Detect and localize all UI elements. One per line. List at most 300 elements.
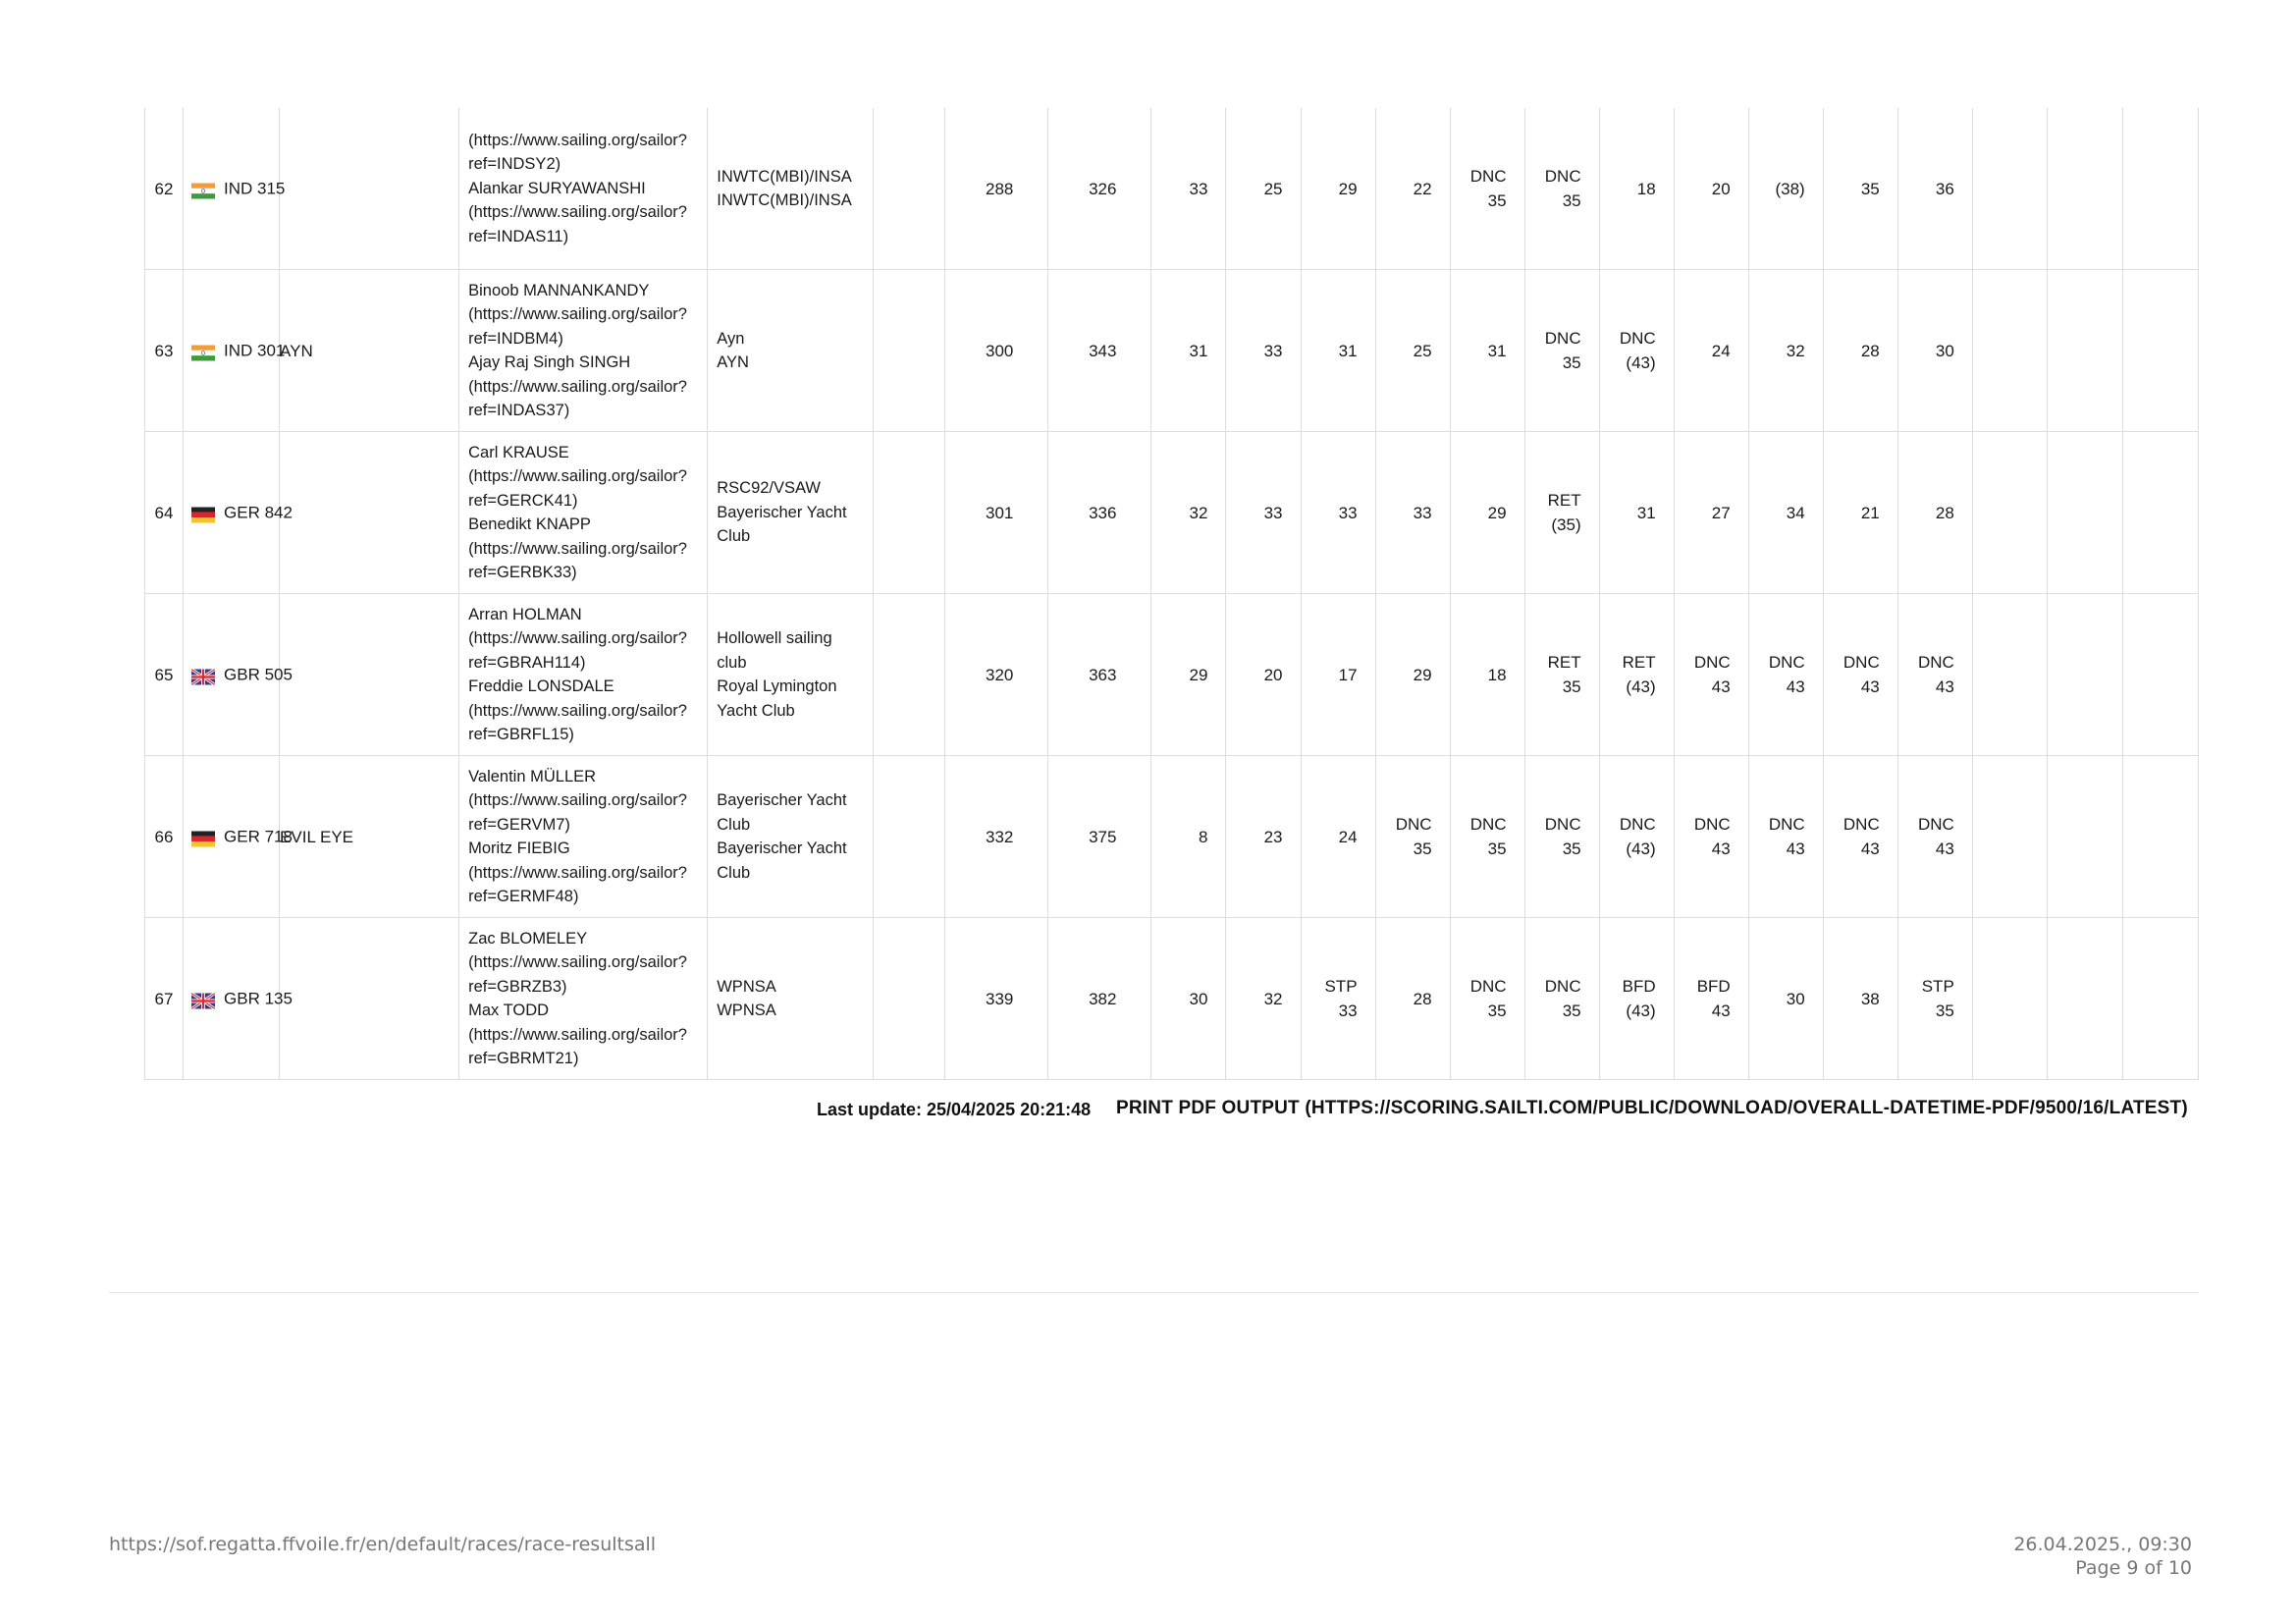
race-score-line: BFD <box>1696 977 1731 996</box>
crew-line: ref=INDAS11) <box>468 227 569 245</box>
race-score-line: 18 <box>1636 179 1656 198</box>
race-score-cell <box>1226 594 1301 756</box>
race-score-line: 35 <box>1487 839 1507 858</box>
race-score-line: DNC <box>1768 653 1805 672</box>
race-score-cell <box>2047 594 2122 756</box>
crew-line: (https://www.sailing.org/sailor? <box>468 953 687 971</box>
race-score-line: DNC <box>1469 167 1507 186</box>
race-score-line: 43 <box>1786 677 1805 696</box>
club-line: Yacht Club <box>717 701 795 720</box>
crew-line: Benedikt KNAPP <box>468 515 591 533</box>
race-score-line: 24 <box>1711 341 1731 360</box>
race-score-line: DNC <box>1917 653 1954 672</box>
crew-cell <box>459 594 708 756</box>
race-score-cell <box>2122 108 2198 270</box>
sail-number: GER 718 <box>224 827 293 846</box>
race-score-line: DNC <box>1842 653 1880 672</box>
race-score-line: 35 <box>1562 191 1581 210</box>
race-score-line: STP <box>1921 977 1954 996</box>
race-score-line: DNC <box>1693 653 1731 672</box>
race-score-line: DNC <box>1693 815 1731 834</box>
club-line: Hollowell sailing <box>717 629 832 647</box>
crew-line: (https://www.sailing.org/sailor? <box>468 863 687 882</box>
uk-flag-icon <box>191 667 215 682</box>
club-line: INWTC(MBI)/INSA <box>717 167 852 186</box>
rank-cell: 65 <box>145 594 184 756</box>
sail-number-cell <box>184 756 293 918</box>
club-line: club <box>717 653 747 672</box>
crew-line: ref=GERVM7) <box>468 815 570 834</box>
race-score-line: 35 <box>1487 191 1507 210</box>
race-score-line: (38) <box>1775 179 1805 198</box>
club-line: RSC92/VSAW <box>717 479 821 498</box>
print-datetime: 26.04.2025., 09:30 <box>2013 1534 2192 1555</box>
crew-line: ref=GBRFL15) <box>468 726 574 743</box>
club-cell <box>708 594 874 756</box>
race-score-line: 25 <box>1263 179 1283 198</box>
sail-number-cell <box>184 270 286 432</box>
race-score-line: 21 <box>1860 503 1880 522</box>
sail-number-cell <box>184 108 286 270</box>
crew-line: Freddie LONSDALE <box>468 677 614 695</box>
race-score-line: 35 <box>1860 179 1880 198</box>
race-score-line: 29 <box>1338 179 1358 198</box>
race-score-cell <box>1301 432 1375 594</box>
sail-number-group <box>191 339 285 363</box>
rank-cell: 67 <box>145 918 184 1080</box>
crew-line: ref=GBRAH114) <box>468 653 586 672</box>
empty-cell <box>874 594 945 756</box>
race-score-cell <box>2122 594 2198 756</box>
race-score-cell <box>1674 108 1748 270</box>
boat-name-cell <box>280 432 459 594</box>
club-line: AYN <box>717 353 749 371</box>
race-score-cell <box>2122 432 2198 594</box>
crew-line: Arran HOLMAN <box>468 605 582 623</box>
race-score-line: 43 <box>1860 677 1880 696</box>
crew-line: Binoob MANNANKANDY <box>468 281 650 299</box>
race-score-cell <box>1375 270 1450 432</box>
race-score-cell <box>1897 594 1972 756</box>
total-points-cell: 363 <box>1048 594 1151 756</box>
race-score-cell <box>1897 270 1972 432</box>
race-score-line: 43 <box>1935 839 1954 858</box>
race-score-line: 33 <box>1263 503 1283 522</box>
race-score-cell <box>2047 108 2122 270</box>
race-score-cell <box>2122 918 2198 1080</box>
race-score-cell <box>1301 918 1375 1080</box>
crew-line: (https://www.sailing.org/sailor? <box>468 131 687 149</box>
race-score-cell <box>1226 756 1301 918</box>
race-score-line: 29 <box>1487 503 1507 522</box>
race-score-cell <box>1151 108 1226 270</box>
race-score-cell <box>1823 594 1897 756</box>
race-score-cell <box>1450 108 1524 270</box>
rank-cell: 62 <box>145 108 184 270</box>
crew-line: Max TODD <box>468 1001 550 1019</box>
club-line: Ayn <box>717 329 745 348</box>
crew-line: (https://www.sailing.org/sailor? <box>468 203 687 222</box>
race-score-cell <box>1972 108 2047 270</box>
race-score-line: 32 <box>1786 341 1805 360</box>
table-row <box>145 270 2199 432</box>
sail-number: GER 842 <box>224 503 293 522</box>
page-url: https://sof.regatta.ffvoile.fr/en/default/races/race-resultsall <box>109 1534 657 1555</box>
race-score-cell <box>1599 108 1674 270</box>
race-score-cell <box>1375 108 1450 270</box>
crew-line: (https://www.sailing.org/sailor? <box>468 305 687 323</box>
race-score-line: BFD <box>1622 977 1656 996</box>
boat-name-cell: EVIL EYE <box>280 756 459 918</box>
race-score-cell <box>1674 918 1748 1080</box>
race-score-line: DNC <box>1469 977 1507 996</box>
crew-cell <box>459 756 708 918</box>
crew-line: Moritz FIEBIG <box>468 839 570 857</box>
total-points-cell: 382 <box>1048 918 1151 1080</box>
race-score-line: 28 <box>1860 341 1880 360</box>
race-score-cell <box>1599 594 1674 756</box>
empty-cell <box>874 432 945 594</box>
india-flag-icon <box>191 343 215 358</box>
crew-cell <box>459 918 708 1080</box>
race-score-line: 35 <box>1935 1001 1954 1020</box>
race-score-cell <box>2047 918 2122 1080</box>
race-score-cell <box>1748 756 1823 918</box>
net-points-cell: 332 <box>945 756 1048 918</box>
race-score-cell <box>1301 270 1375 432</box>
sail-number-group <box>191 663 293 687</box>
race-score-cell <box>1301 756 1375 918</box>
club-line: Bayerischer Yacht <box>717 503 847 521</box>
crew-line: Ajay Raj Singh SINGH <box>468 353 631 371</box>
crew-line: ref=GERBK33) <box>468 564 577 581</box>
race-score-line: 35 <box>1562 839 1581 858</box>
net-points-cell: 300 <box>945 270 1048 432</box>
race-score-line: DNC <box>1469 815 1507 834</box>
net-points-cell: 288 <box>945 108 1048 270</box>
race-score-line: 27 <box>1711 503 1731 522</box>
race-score-cell <box>1524 918 1599 1080</box>
race-score-line: 23 <box>1263 827 1283 846</box>
race-score-line: STP <box>1324 977 1358 996</box>
race-score-line: 30 <box>1189 989 1208 1008</box>
race-score-cell <box>1748 594 1823 756</box>
race-score-line: 28 <box>1935 503 1954 522</box>
table-row <box>145 918 2199 1080</box>
race-score-line: 34 <box>1786 503 1805 522</box>
race-score-line: 30 <box>1935 341 1954 360</box>
boat-name-cell: AYN <box>280 270 459 432</box>
race-score-line: DNC <box>1544 329 1581 348</box>
race-score-cell <box>1972 756 2047 918</box>
race-score-cell <box>1375 756 1450 918</box>
sail-number: IND 315 <box>224 179 286 198</box>
race-score-line: 25 <box>1413 341 1432 360</box>
race-score-line: 32 <box>1189 503 1208 522</box>
race-score-line: 38 <box>1860 989 1880 1008</box>
race-score-line: 36 <box>1935 179 1954 198</box>
race-score-line: 24 <box>1338 827 1358 846</box>
race-score-line: 43 <box>1711 839 1731 858</box>
race-score-line: 33 <box>1338 1001 1358 1020</box>
race-score-cell <box>1823 108 1897 270</box>
race-score-cell <box>2122 756 2198 918</box>
race-score-line: 31 <box>1189 341 1208 360</box>
club-cell <box>708 432 874 594</box>
race-score-cell <box>2047 756 2122 918</box>
race-score-line: 35 <box>1413 839 1432 858</box>
sail-number-cell <box>184 918 293 1080</box>
race-score-line: 33 <box>1338 503 1358 522</box>
race-score-cell <box>1599 432 1674 594</box>
club-line: Bayerischer Yacht <box>717 791 847 809</box>
crew-line: Carl KRAUSE <box>468 443 569 461</box>
page-number: Page 9 of 10 <box>2075 1557 2192 1579</box>
club-line: INWTC(MBI)/INSA <box>717 191 852 209</box>
race-score-cell <box>1972 918 2047 1080</box>
club-line: Club <box>717 527 751 546</box>
empty-cell <box>874 108 945 270</box>
race-score-cell <box>1674 756 1748 918</box>
crew-line: ref=INDAS37) <box>468 402 570 419</box>
club-line: Club <box>717 863 751 882</box>
crew-line: ref=GERMF48) <box>468 888 579 905</box>
crew-line: ref=GBRZB3) <box>468 977 567 996</box>
race-score-cell <box>1151 918 1226 1080</box>
race-score-cell <box>1524 594 1599 756</box>
crew-line: Zac BLOMELEY <box>468 929 588 947</box>
race-score-cell <box>1226 918 1301 1080</box>
club-cell <box>708 270 874 432</box>
race-score-line: 17 <box>1338 665 1358 684</box>
crew-line: Valentin MÜLLER <box>468 767 597 785</box>
rank-cell: 66 <box>145 756 184 918</box>
total-points-cell: 336 <box>1048 432 1151 594</box>
table-row <box>145 594 2199 756</box>
race-score-cell <box>1450 432 1524 594</box>
sail-number: IND 301 <box>224 341 286 360</box>
race-score-line: (43) <box>1626 1001 1656 1020</box>
race-score-line: 29 <box>1189 665 1208 684</box>
crew-line: (https://www.sailing.org/sailor? <box>468 467 687 485</box>
crew-line: (https://www.sailing.org/sailor? <box>468 629 687 647</box>
crew-line: Alankar SURYAWANSHI <box>468 179 646 197</box>
germany-flag-icon <box>191 829 215 844</box>
race-score-line: DNC <box>1544 167 1581 186</box>
race-score-line: (43) <box>1626 353 1656 372</box>
race-score-cell <box>1524 108 1599 270</box>
empty-cell <box>874 270 945 432</box>
race-score-cell <box>1823 756 1897 918</box>
race-score-line: (35) <box>1551 515 1581 534</box>
race-score-cell <box>1450 270 1524 432</box>
race-score-line: DNC <box>1395 815 1432 834</box>
race-score-line: 35 <box>1562 353 1581 372</box>
crew-cell <box>459 432 708 594</box>
race-score-cell <box>1151 594 1226 756</box>
rank-cell: 63 <box>145 270 184 432</box>
race-score-cell <box>1599 270 1674 432</box>
last-update-text: Last update: 25/04/2025 20:21:48 <box>817 1100 1092 1119</box>
race-score-cell <box>1226 432 1301 594</box>
sail-number-group <box>191 987 293 1011</box>
race-score-line: 28 <box>1413 989 1432 1008</box>
sail-number-group <box>191 501 293 525</box>
crew-line: (https://www.sailing.org/sailor? <box>468 791 687 809</box>
sail-number-group <box>191 825 293 849</box>
sail-number: GBR 135 <box>224 989 293 1008</box>
race-score-cell <box>1450 918 1524 1080</box>
race-score-cell <box>1524 270 1599 432</box>
club-line: WPNSA <box>717 977 776 996</box>
crew-line: ref=INDSY2) <box>468 155 561 174</box>
germany-flag-icon <box>191 505 215 520</box>
race-score-cell <box>1375 594 1450 756</box>
race-score-line: RET <box>1547 491 1581 510</box>
race-score-line: DNC <box>1544 977 1581 996</box>
race-score-cell <box>1897 432 1972 594</box>
race-score-cell <box>2047 432 2122 594</box>
race-score-cell <box>1674 270 1748 432</box>
crew-line: ref=GBRMT21) <box>468 1050 579 1067</box>
race-score-line: 35 <box>1562 1001 1581 1020</box>
race-score-cell <box>1151 432 1226 594</box>
race-score-line: 43 <box>1860 839 1880 858</box>
table-row <box>145 108 2199 270</box>
total-points-cell: 375 <box>1048 756 1151 918</box>
table-row <box>145 432 2199 594</box>
race-score-cell <box>1524 756 1599 918</box>
empty-cell <box>874 756 945 918</box>
race-score-cell <box>1151 756 1226 918</box>
race-score-cell <box>1450 756 1524 918</box>
crew-line: ref=INDBM4) <box>468 329 563 348</box>
boat-name-cell <box>280 594 459 756</box>
race-score-line: 43 <box>1711 1001 1731 1020</box>
race-score-cell <box>2047 270 2122 432</box>
race-score-line: (43) <box>1626 839 1656 858</box>
club-line: Bayerischer Yacht <box>717 839 847 857</box>
club-line: WPNSA <box>717 1001 776 1019</box>
net-points-cell: 301 <box>945 432 1048 594</box>
race-score-line: DNC <box>1544 815 1581 834</box>
race-score-cell <box>1748 108 1823 270</box>
crew-line: (https://www.sailing.org/sailor? <box>468 701 687 720</box>
race-score-cell <box>1151 270 1226 432</box>
race-score-cell <box>1823 918 1897 1080</box>
club-cell <box>708 918 874 1080</box>
race-score-line: 35 <box>1487 1001 1507 1020</box>
race-score-cell <box>1972 594 2047 756</box>
empty-cell <box>874 918 945 1080</box>
race-score-line: 35 <box>1562 677 1581 696</box>
results-table <box>144 108 2199 1080</box>
race-score-line: DNC <box>1619 815 1656 834</box>
race-score-cell <box>1897 918 1972 1080</box>
race-score-line: 29 <box>1413 665 1432 684</box>
club-line: Royal Lymington <box>717 677 837 695</box>
race-score-line: 43 <box>1935 677 1954 696</box>
race-score-cell <box>2122 270 2198 432</box>
race-score-cell <box>1823 432 1897 594</box>
race-score-cell <box>1972 432 2047 594</box>
crew-line: (https://www.sailing.org/sailor? <box>468 1025 687 1044</box>
race-score-line: 20 <box>1263 665 1283 684</box>
page-divider <box>109 1292 2199 1293</box>
rank-cell: 64 <box>145 432 184 594</box>
net-points-cell: 320 <box>945 594 1048 756</box>
race-score-cell <box>1226 108 1301 270</box>
race-score-cell <box>1748 918 1823 1080</box>
race-score-line: RET <box>1547 653 1581 672</box>
race-score-cell <box>1599 918 1674 1080</box>
india-flag-icon <box>191 181 215 196</box>
crew-cell <box>459 270 708 432</box>
race-score-cell <box>1375 432 1450 594</box>
race-score-line: 31 <box>1636 503 1656 522</box>
race-score-line: 30 <box>1786 989 1805 1008</box>
print-pdf-link[interactable]: PRINT PDF OUTPUT (HTTPS://SCORING.SAILTI.COM/PUBLIC/DOWNLOAD/OVERALL-DATETIME-PDF/9500/16/LATEST) <box>1116 1098 2188 1118</box>
race-score-line: 33 <box>1189 179 1208 198</box>
race-score-cell <box>1674 432 1748 594</box>
net-points-cell: 339 <box>945 918 1048 1080</box>
uk-flag-icon <box>191 991 215 1006</box>
race-score-cell <box>1450 594 1524 756</box>
race-score-line: RET <box>1622 653 1656 672</box>
race-score-line: 43 <box>1711 677 1731 696</box>
race-score-cell <box>1972 270 2047 432</box>
race-score-line: 32 <box>1263 989 1283 1008</box>
race-score-cell <box>1301 594 1375 756</box>
table-row <box>145 756 2199 918</box>
race-score-line: DNC <box>1917 815 1954 834</box>
race-score-cell <box>1375 918 1450 1080</box>
sail-number-group <box>191 177 285 201</box>
race-score-line: 31 <box>1487 341 1507 360</box>
race-score-cell <box>1823 270 1897 432</box>
race-score-cell <box>1524 432 1599 594</box>
race-score-line: 33 <box>1413 503 1432 522</box>
boat-name-cell <box>280 918 459 1080</box>
sail-number-cell <box>184 594 293 756</box>
race-score-line: DNC <box>1768 815 1805 834</box>
race-score-line: 8 <box>1199 827 1208 846</box>
race-score-cell <box>1674 594 1748 756</box>
crew-line: (https://www.sailing.org/sailor? <box>468 377 687 396</box>
crew-cell <box>459 108 708 270</box>
club-cell <box>708 108 874 270</box>
race-score-line: DNC <box>1842 815 1880 834</box>
race-score-line: 20 <box>1711 179 1731 198</box>
race-score-cell <box>1301 108 1375 270</box>
club-line: Club <box>717 815 751 834</box>
sail-number: GBR 505 <box>224 665 293 684</box>
boat-name-cell <box>280 108 459 270</box>
sail-number-cell <box>184 432 293 594</box>
race-score-cell <box>1748 432 1823 594</box>
club-cell <box>708 756 874 918</box>
race-score-cell <box>1599 756 1674 918</box>
race-score-cell <box>1897 108 1972 270</box>
crew-line: (https://www.sailing.org/sailor? <box>468 539 687 558</box>
race-score-line: 31 <box>1338 341 1358 360</box>
race-score-line: 43 <box>1786 839 1805 858</box>
race-score-line: 22 <box>1413 179 1432 198</box>
race-score-cell <box>1226 270 1301 432</box>
race-score-line: (43) <box>1626 677 1656 696</box>
race-score-line: 33 <box>1263 341 1283 360</box>
race-score-line: DNC <box>1619 329 1656 348</box>
